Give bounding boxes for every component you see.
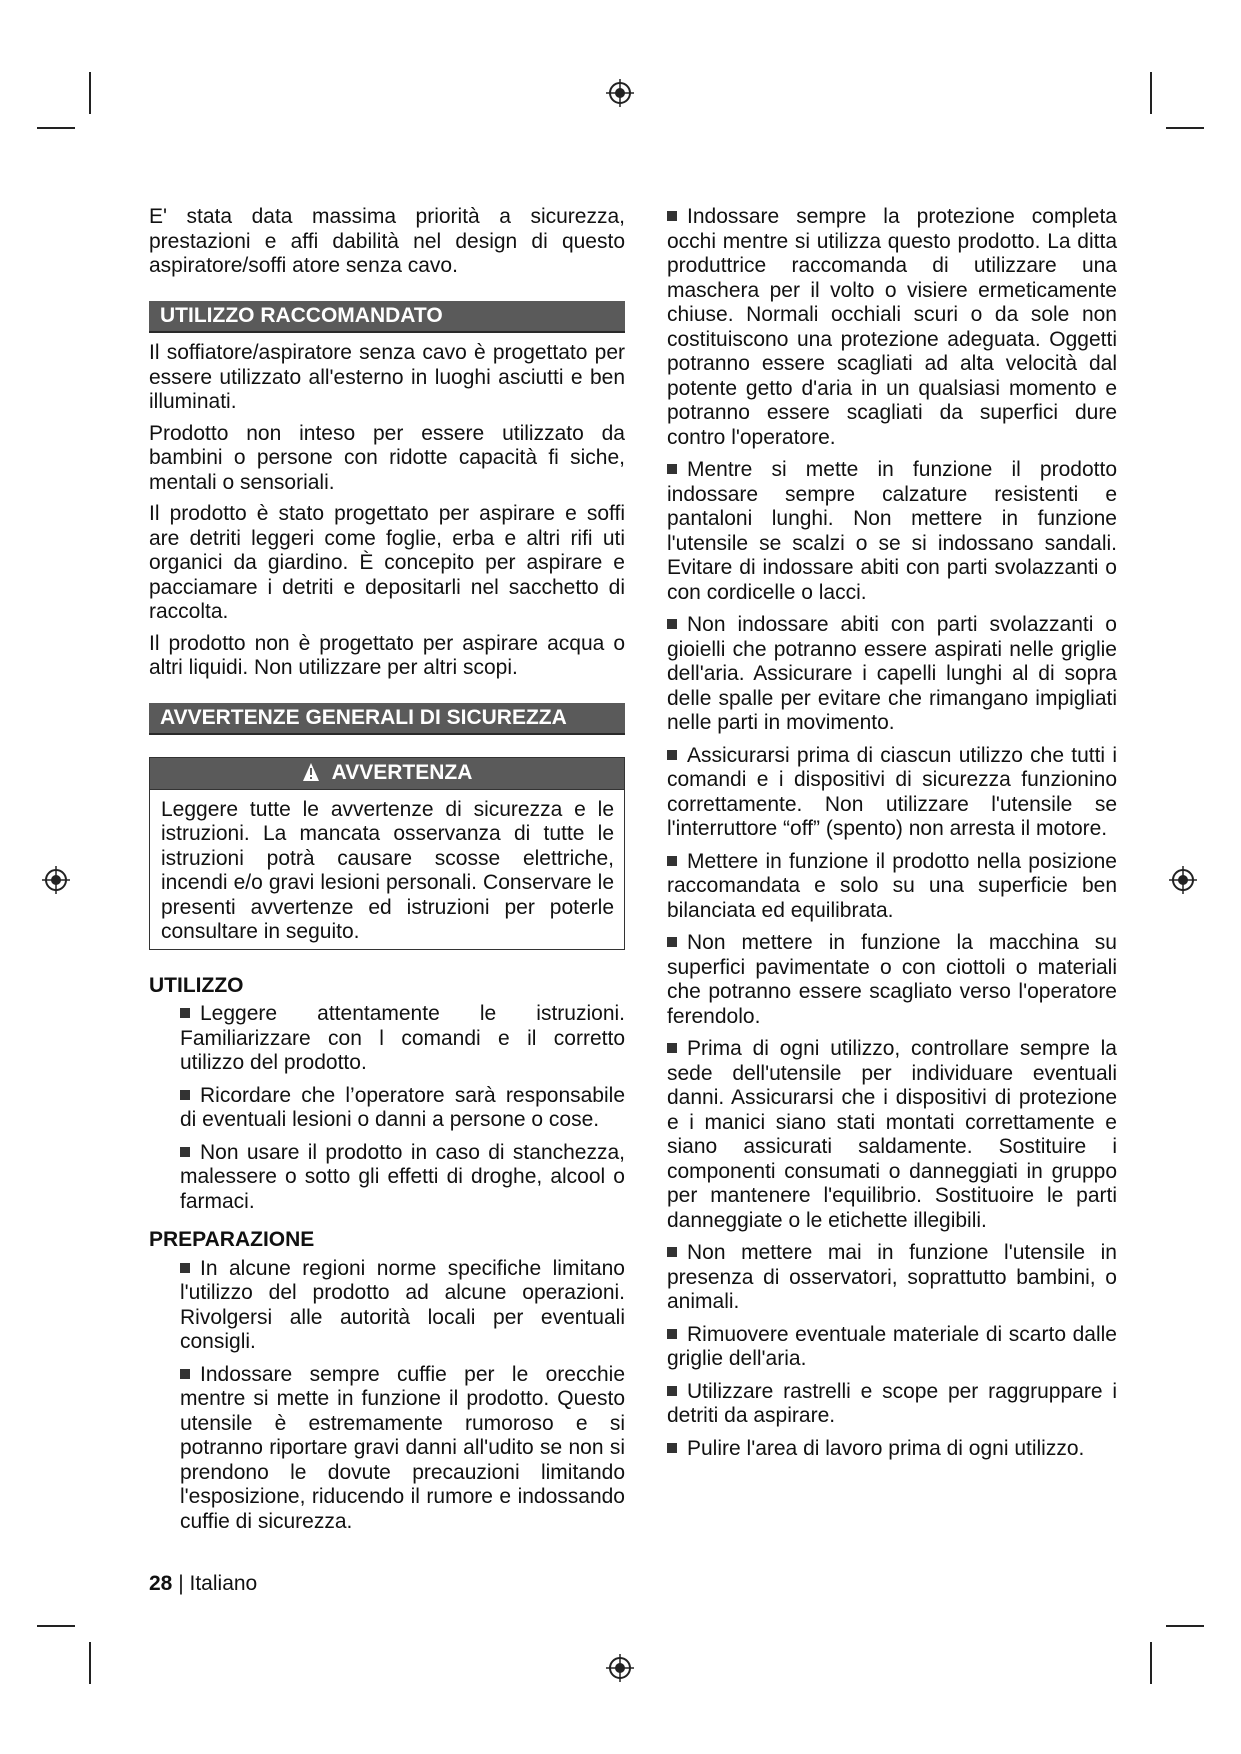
list-item: Indossare sempre la protezione completa occhi mentre si utilizza questo prodotto. La ditta produttrice raccomanda di utilizzare una maschera per il volto o visiere ermeticamente chiuse. Normali occhiali scuri o da sole non costituiscono una protezione adeguata. Oggetti potranno essere scagliati ad alta velocità dal potente getto d'aria in un qualsiasi momento e potranno essere scagliati da superfici dure contro l'operatore.: [667, 205, 1117, 449]
subheading-utilizzo: UTILIZZO: [149, 973, 244, 997]
footer-language: Italiano: [189, 1572, 258, 1595]
list-item: Indossare sempre cuffie per le orecchie mentre si mette in funzione il prodotto. Questo utensile è estremamente rumoroso e si potranno riportare gravi danni all'udito se non si prendono le dovute precauzioni limitando l'esposizione, riducendo il rumore e indossando cuffie di sicurezza.: [180, 1362, 625, 1533]
page-number: 28: [149, 1572, 173, 1595]
crop-mark: [1166, 127, 1204, 129]
footer-separator: |: [178, 1572, 184, 1595]
left-column: [149, 205, 625, 1548]
subheading-preparazione: PREPARAZIONE: [149, 1228, 315, 1251]
crop-mark: [1150, 72, 1152, 114]
square-bullet-icon: [667, 1443, 677, 1453]
registration-mark-icon: [605, 1653, 635, 1683]
square-bullet-icon: [667, 937, 677, 947]
square-bullet-icon: [667, 619, 677, 629]
square-bullet-icon: [667, 1329, 677, 1339]
right-column: [667, 205, 1117, 1475]
crop-mark: [89, 1642, 91, 1684]
list-item: Pulire l'area di lavoro prima di ogni utilizzo.: [667, 1437, 1117, 1462]
square-bullet-icon: [180, 1147, 190, 1157]
square-bullet-icon: [667, 211, 677, 221]
page-footer: [149, 1572, 257, 1596]
square-bullet-icon: [180, 1008, 190, 1018]
list-item: In alcune regioni norme specifiche limitano l'utilizzo del prodotto ad alcune operazioni. Rivolgersi alle autorità locali per eventuali consigli.: [180, 1256, 625, 1353]
square-bullet-icon: [667, 750, 677, 760]
square-bullet-icon: [667, 856, 677, 866]
crop-mark: [1166, 1625, 1204, 1627]
list-item: Ricordare che l’operatore sarà responsabile di eventuali lesioni o danni a persone o cose.: [180, 1083, 625, 1131]
registration-mark-icon: [605, 78, 635, 108]
warning-text: Leggere tutte le avvertenze di sicurezza e le istruzioni. La mancata osservanza di tutte le istruzioni potrà causare scosse elettriche, incendi e/o gravi lesioni personali. Conservare le presenti avvertenze ed istruzioni per poterle consultare in seguito.: [161, 797, 614, 943]
square-bullet-icon: [180, 1369, 190, 1379]
square-bullet-icon: [667, 1247, 677, 1257]
square-bullet-icon: [667, 1386, 677, 1396]
list-item: Utilizzare rastrelli e scope per raggruppare i detriti da aspirare.: [667, 1379, 1117, 1427]
utilizzo-list: [149, 1002, 625, 1214]
list-item: Mettere in funzione il prodotto nella posizione raccomandata e solo su una superficie ben bilanciata ed equilibrata.: [667, 849, 1117, 922]
list-item: Non mettere in funzione la macchina su superfici pavimentate o con ciottoli o materiali che potranno essere scagliato verso l'operatore ferendolo.: [667, 931, 1117, 1028]
warning-header: [150, 758, 624, 790]
registration-mark-icon: [1168, 865, 1198, 895]
list-item: Leggere attentamente le istruzioni. Familiarizzare con l comandi e il corretto utilizzo del prodotto.: [180, 1002, 625, 1074]
list-item: Non indossare abiti con parti svolazzanti o gioielli che potranno essere aspirati nelle griglie dell'aria. Assicurare i capelli lunghi al di sopra delle spalle per evitare che rimangano impigliati nelle parti in movimento.: [667, 613, 1117, 734]
paragraph: Il prodotto non è progettato per aspirare acqua o altri liquidi. Non utilizzare per altri scopi.: [149, 631, 625, 679]
paragraph: Prodotto non inteso per essere utilizzato da bambini o persone con ridotte capacità fi siche, mentali o sensoriali.: [149, 421, 625, 494]
registration-mark-icon: [41, 865, 71, 895]
crop-mark: [89, 72, 91, 114]
section-heading-general-safety: AVVERTENZE GENERALI DI SICUREZZA: [149, 703, 625, 736]
safety-list: [667, 205, 1117, 1461]
list-item: Assicurarsi prima di ciascun utilizzo che tutti i comandi e i dispositivi di sicurezza funzionino correttamente. Non utilizzare l'utensile se l'interruttore “off” (spento) non arresta il motore.: [667, 743, 1117, 840]
square-bullet-icon: [667, 464, 677, 474]
square-bullet-icon: [180, 1263, 190, 1273]
list-item: Mentre si mette in funzione il prodotto indossare sempre calzature resistenti e pantaloni lunghi. Non mettere in funzione l'utensile se scalzi o se si indossano sandali. Evitare di indossare abiti con parti svolazzanti o con cordicelle o lacci.: [667, 458, 1117, 604]
list-item: Prima di ogni utilizzo, controllare sempre la sede dell'utensile per individuare eventuali danni. Assicurarsi che i dispositivi di protezione e i manici siano stati montati correttamente e siano assicurati saldamente. Sostituire i componenti consumati o danneggiati in gruppo per mantenere l'equilibrio. Sostituoire le parti danneggiate o le etichette illegibili.: [667, 1037, 1117, 1232]
square-bullet-icon: [667, 1043, 677, 1053]
list-item: Non mettere mai in funzione l'utensile in presenza di osservatori, soprattutto bambini, o animali.: [667, 1241, 1117, 1313]
paragraph: Il soffiatore/aspiratore senza cavo è progettato per essere utilizzato all'esterno in luoghi asciutti e ben illuminati.: [149, 341, 625, 413]
list-item: Non usare il prodotto in caso di stanchezza, malessere o sotto gli effetti di droghe, alcool o farmaci.: [180, 1140, 625, 1213]
preparazione-list: [149, 1257, 625, 1535]
warning-triangle-icon: [302, 762, 332, 782]
list-item: Rimuovere eventuale materiale di scarto dalle griglie dell'aria.: [667, 1322, 1117, 1370]
warning-box: [149, 757, 625, 950]
warning-title: AVVERTENZA: [331, 761, 473, 784]
crop-mark: [1150, 1642, 1152, 1684]
square-bullet-icon: [180, 1090, 190, 1100]
paragraph: Il prodotto è stato progettato per aspirare e soffi are detriti leggeri come foglie, erba e altri rifi uti organici da giardino. È concepito per aspirare e pacciamare i detriti e depositarli nel sacchetto di raccolta.: [149, 502, 625, 623]
crop-mark: [37, 1625, 75, 1627]
intro-paragraph: E' stata data massima priorità a sicurezza, prestazioni e affi dabilità nel design di questo aspiratore/soffi atore senza cavo.: [149, 205, 625, 277]
crop-mark: [37, 127, 75, 129]
section-heading-recommended-use: UTILIZZO RACCOMANDATO: [149, 301, 625, 334]
